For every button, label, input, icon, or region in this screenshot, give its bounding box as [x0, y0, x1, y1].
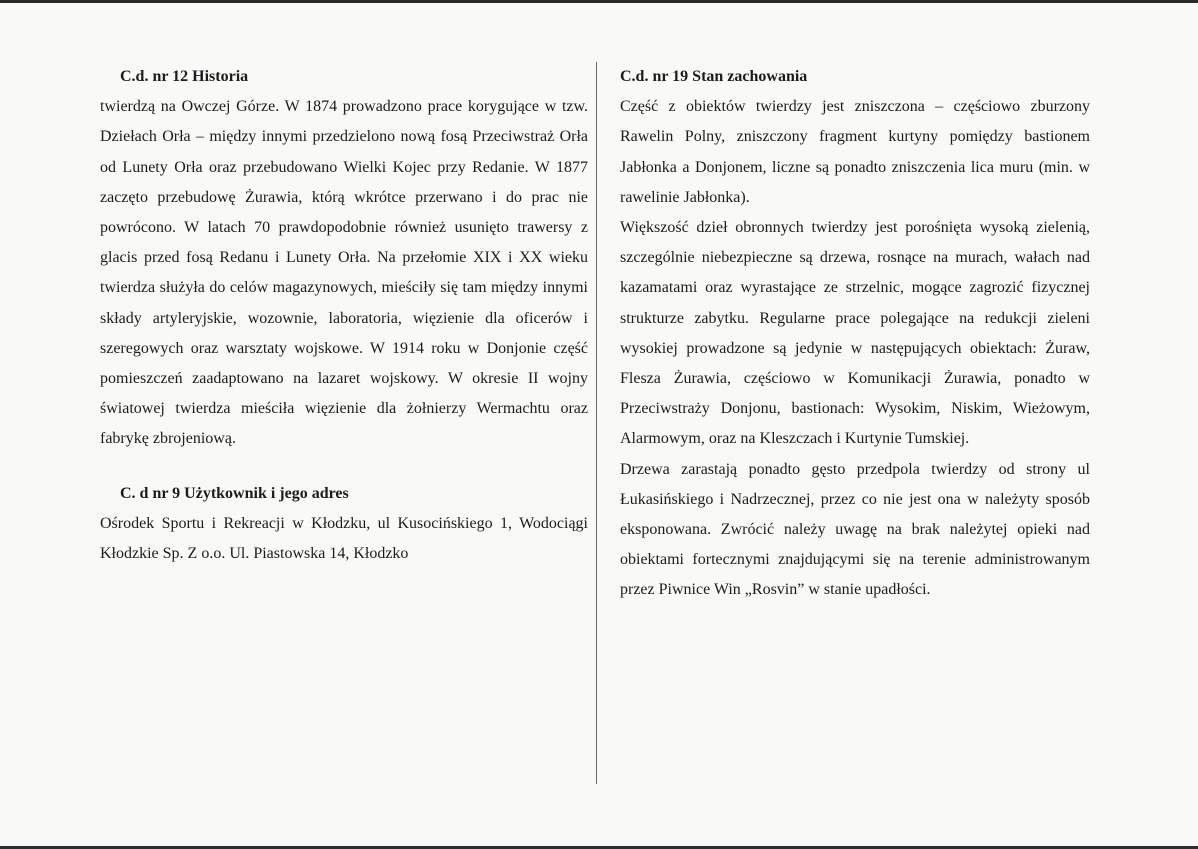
uzytkownik-text: Ośrodek Sportu i Rekreacji w Kłodzku, ul Kusocińskiego 1, Wodociągi Kłodzkie Sp. Z o.o. Ul. Piastowska 14, Kłodzko: [100, 514, 588, 563]
left-column: [100, 62, 588, 569]
stan-paragraph-2: Większość dzieł obronnych twierdzy jest porośnięta wysoką zielenią, szczególnie niebezpieczne są drzewa, rosnące na murach, wałach nad kazamatami oraz wyrastające ze strzelnic, mogące zagrozić fizycznej strukturze zabytku. Regularne prace polegające na redukcji zieleni wysokiej prowadzone są jedynie w następujących obiektach: Żuraw, Flesza Żurawia, częściowo w Komunikacji Żurawia, ponadto w Przeciwstraży Donjonu, bastionach: Wysokim, Niskim, Wieżowym, Alarmowym, oraz na Kleszczach i Kurtynie Tumskiej.: [620, 219, 1090, 448]
section-heading-historia: C.d. nr 12 Historia: [120, 68, 249, 85]
stan-paragraph-1: Część z obiektów twierdzy jest zniszczona – częściowo zburzony Rawelin Polny, zniszczony fragment kurtyny pomiędzy bastionem Jabłonka a Donjonem, liczne są ponadto zniszczenia lica muru (min. w rawelinie Jabłonka).: [620, 98, 1090, 206]
section-spacer: [100, 455, 588, 479]
historia-text: twierdzą na Owczej Górze. W 1874 prowadzono prace korygujące w tzw. Dziełach Orła – między innymi przedzielono nową fosą Przeciwstraż Orła od Lunety Orła oraz przebudowano Wielki Kojec przy Redanie. W 1877 zaczęto przebudowę Żurawia, którą wkrótce przerwano i do prac nie powrócono. W latach 70 prawdopodobnie również usunięto trawersy z glacis przed fosą Redanu i Lunety Orła. Na przełomie XIX i XX wieku twierdza służyła do celów magazynowych, mieściły się tam między innymi składy artyleryjskie, wozownie, laboratoria, więzienie dla oficerów i szeregowych oraz warsztaty wojskowe. W 1914 roku w Donjonie część pomieszczeń zaadaptowano na lazaret wojskowy. W okresie II wojny światowej twierdza mieściła więzienie dla żołnierzy Wermachtu oraz fabrykę zbrojeniową.: [100, 98, 588, 448]
section-heading-stan-zachowania: C.d. nr 19 Stan zachowania: [620, 68, 808, 85]
column-divider: [596, 62, 597, 784]
section-heading-uzytkownik: C. d nr 9 Użytkownik i jego adres: [120, 484, 349, 502]
right-column: [620, 62, 1090, 606]
scan-edge-top: [0, 0, 1198, 3]
stan-paragraph-3: Drzewa zarastają ponadto gęsto przedpola twierdzy od strony ul Łukasińskiego i Nadrzecznej, przez co nie jest ona w należyty sposób eksponowana. Zwrócić należy uwagę na brak należytej opieki nad obiektami fortecznymi znajdującymi się na terenie administrowanym przez Piwnice Win „Rosvin” w stanie upadłości.: [620, 460, 1090, 599]
